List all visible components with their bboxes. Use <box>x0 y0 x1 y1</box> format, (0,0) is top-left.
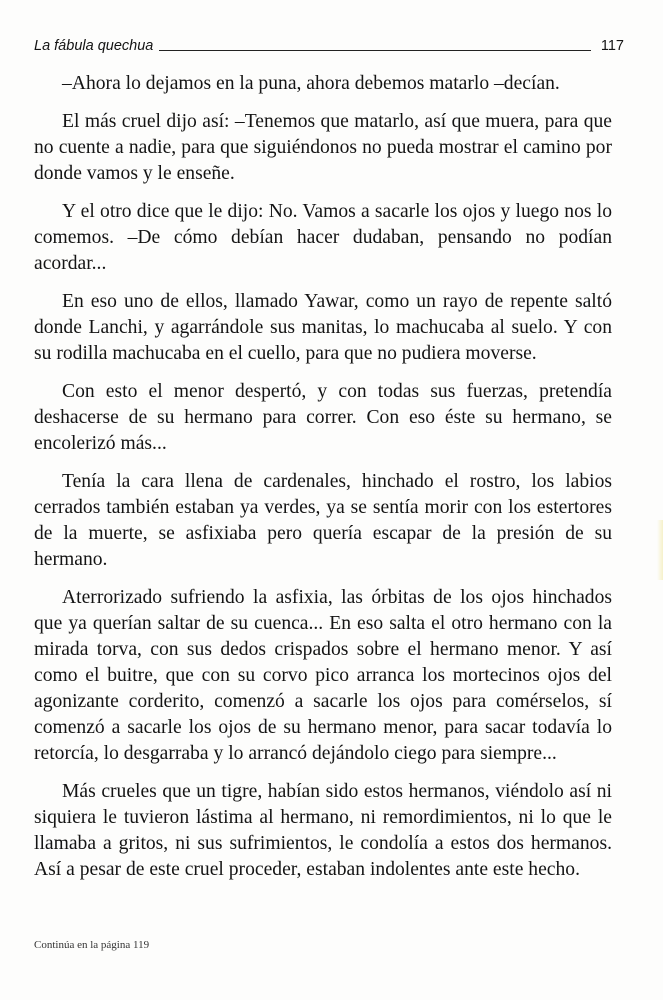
running-header <box>34 33 624 55</box>
paragraph: Más crueles que un tigre, habían sido estos hermanos, viéndolo así ni siquiera le tuvieron lástima al hermano, ni remordimientos, ni lo que le llamaba a gritos, ni sus sufrimientos, le condolía a estos dos hermanos. Así a pesar de este cruel proceder, estaban indolentes ante este hecho. <box>34 781 612 880</box>
continuation-note: Continúa en la página 119 <box>34 939 150 951</box>
paragraph: –Ahora lo dejamos en la puna, ahora debemos matarlo –decían. <box>62 73 560 94</box>
page-number: 117 <box>600 38 624 54</box>
paragraph: Tenía la cara llena de cardenales, hinchado el rostro, los labios cerrados también estaban ya verdes, ya se sentía morir con los estertores de la muerte, se asfixiaba pero quería escapar de la presión de su hermano. <box>34 471 612 570</box>
paragraph: En eso uno de ellos, llamado Yawar, como un rayo de repente saltó donde Lanchi, y agarrándole sus manitas, lo machucaba al suelo. Y con su rodilla machucaba en el cuello, para que no pudiera moverse. <box>34 291 612 364</box>
paragraph: El más cruel dijo así: –Tenemos que matarlo, así que muera, para que no cuente a nadie, para que siguiéndonos no pueda mostrar el camino por donde vamos y le enseñe. <box>34 111 612 184</box>
scan-edge-mark <box>657 520 663 580</box>
header-rule <box>159 50 591 51</box>
body-text <box>34 71 612 895</box>
running-title: La fábula quechua <box>34 38 154 54</box>
paragraph: Y el otro dice que le dijo: No. Vamos a sacarle los ojos y luego nos lo comemos. –De cómo debían hacer dudaban, pensando no podían acordar... <box>34 201 612 274</box>
paragraph: Con esto el menor despertó, y con todas sus fuerzas, pretendía deshacerse de su hermano para correr. Con eso éste su hermano, se encolerizó más... <box>34 381 612 454</box>
paragraph: Aterrorizado sufriendo la asfixia, las órbitas de los ojos hinchados que ya querían saltar de su cuenca... En eso salta el otro hermano con la mirada torva, con sus dedos crispados sobre el hermano menor. Y así como el buitre, que con su corvo pico arranca los mortecinos ojos del agonizante corderito, comenzó a sacarle los ojos para comérselos, sí comenzó a sacarle los ojos de su hermano menor, para sacar todavía lo retorcía, lo desgarraba y lo arrancó dejándolo ciego para siempre... <box>34 587 612 764</box>
